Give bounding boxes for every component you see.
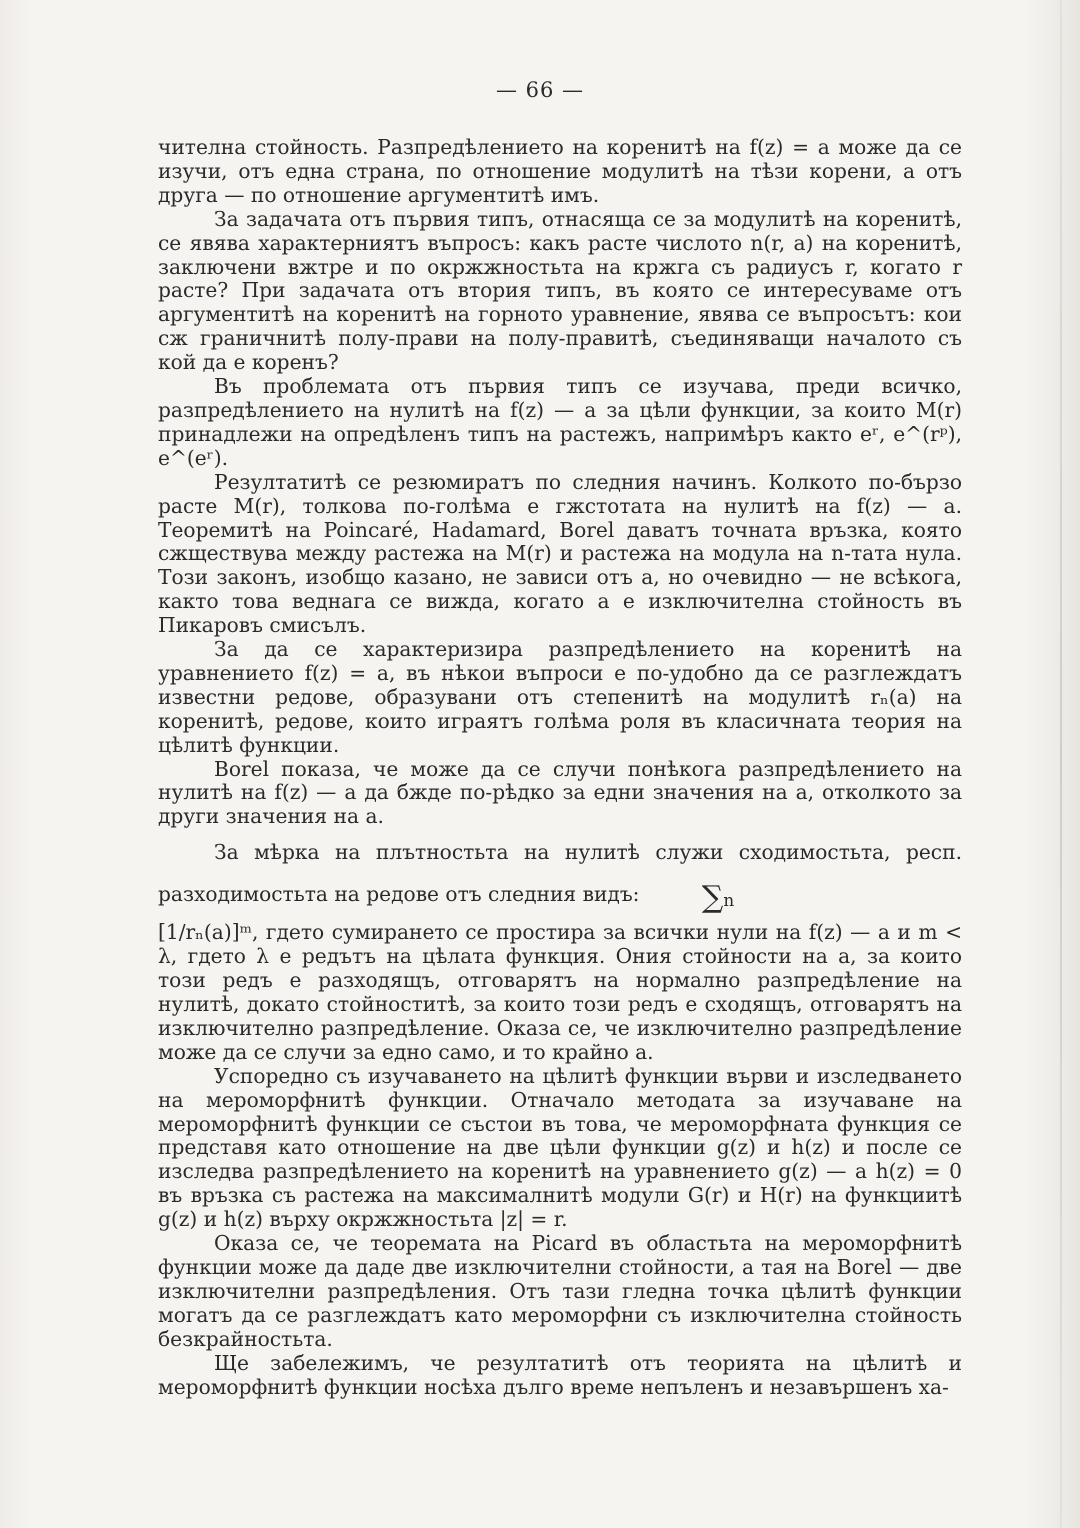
page-number: — 66 — (495, 78, 585, 102)
page-fold-shadow (1060, 0, 1062, 1528)
paragraph-7-lead: За мѣрка на плътностьта на нулитѣ служи сходимостьта, респ. разходимостьта на редове отъ следния видъ: (158, 840, 962, 907)
paragraph-10: Ще забележимъ, че резултатитѣ отъ теорията на цѣлитѣ и мероморфнитѣ функции носѣха дълго време непъленъ и незавършенъ ха- (158, 1350, 962, 1399)
paragraph-4: Резултатитѣ се резюмиратъ по следния начинъ. Колкото по-бързо расте M(r), толкова по-голѣма е гжстотата на нулитѣ на f(z) — a. Теоремитѣ на Poincaré, Hadamard, Borel даватъ точната връзка, която сжществува между растежа на M(r) и растежа на модула на n-тата нула. Този законъ, изобщо казано, не зависи отъ a, но очевидно — не всѣкога, както това веднага се вижда, когато a е изключителна стойность въ Пикаровъ смисълъ. (158, 469, 962, 638)
paragraph-7 (158, 831, 962, 921)
sum-symbol: ∑ (701, 880, 724, 916)
paragraph-1: чителна стойность. Разпредѣлението на коренитѣ на f(z) = a може да се изучи, отъ една страна, по отношение модулитѣ на тѣзи корени, а отъ друга — по отношение аргументитѣ имъ. (158, 135, 962, 207)
body-text (158, 136, 962, 1399)
paragraph-5: За да се характеризира разпредѣлението на коренитѣ на уравнението f(z) = a, въ нѣкои въпроси е по-удобно да се разглеждатъ известни редове, образувани отъ степенитѣ на модулитѣ rₙ(a) на коренитѣ, редове, които играятъ голѣма роля въ класичната теория на цѣлитѣ функции. (158, 637, 962, 757)
paragraph-8: Успоредно съ изучаването на цѣлитѣ функции върви и изследването на мероморфнитѣ функции. Отначало методата за изучаване на мероморфнитѣ функции се състои въ това, че мероморфната функция се представя като отношение на две цѣли функции g(z) и h(z) и после се изследва разпредѣлението на коренитѣ на уравнението g(z) — a h(z) = 0 въ връзка съ растежа на максималнитѣ модули G(r) и H(r) на функциитѣ g(z) и h(z) върху окржжностьта |z| = r. (158, 1063, 962, 1232)
paragraph-3: Въ проблемата отъ първия типъ се изучава, преди всичко, разпредѣлението на нулитѣ на f(z) — a за цѣли функции, за които M(r) принадлежи на опредѣленъ типъ на растежъ, напримѣръ както eʳ, e^(rᵖ), e^(eʳ). (158, 374, 962, 470)
sum-index: n (723, 890, 735, 911)
paragraph-9: Оказа се, че теоремата на Picard въ областьта на мероморфнитѣ функции може да даде две изключителни стойности, а тая на Borel — две изключителни разпредѣления. Отъ тази гледна точка цѣлитѣ функции могатъ да се разглеждатъ като мероморфни съ изключителна стойность безкрайностьта. (158, 1231, 962, 1351)
paragraph-7-continuation: [1/rₙ(a)]ᵐ, гдето сумирането се простира за всички нули на f(z) — a и m < λ, гдето λ е редътъ на цѣлата функция. Ония стойности на a, за които този редъ е разходящъ, отговарятъ на нормално разпредѣление на нулитѣ, докато стойноститѣ, за които този редъ е сходящъ, отговарятъ на изключително разпредѣление. Оказа се, че изключително разпредѣление може да се случи за едно само, и то крайно a. (158, 920, 962, 1064)
paragraph-6: Borel показа, че може да се случи понѣкога разпредѣлението на нулитѣ на f(z) — a да бжде по-рѣдко за едни значения на a, отколкото за други значения на a. (158, 756, 962, 829)
paragraph-2: За задачата отъ първия типъ, отнасяща се за модулитѣ на коренитѣ, се явява характерниятъ въпросъ: какъ расте числото n(r, a) на коренитѣ, заключени вжтре и по окржжностьта на кржга съ радиусъ r, когато r расте? При задачата отъ втория типъ, въ която се интересуваме отъ аргументитѣ на коренитѣ на горното уравнение, явява се въпросътъ: кои сж граничнитѣ полу-прави на полу-правитѣ, съединяващи началото съ кой да е коренъ? (158, 206, 962, 375)
